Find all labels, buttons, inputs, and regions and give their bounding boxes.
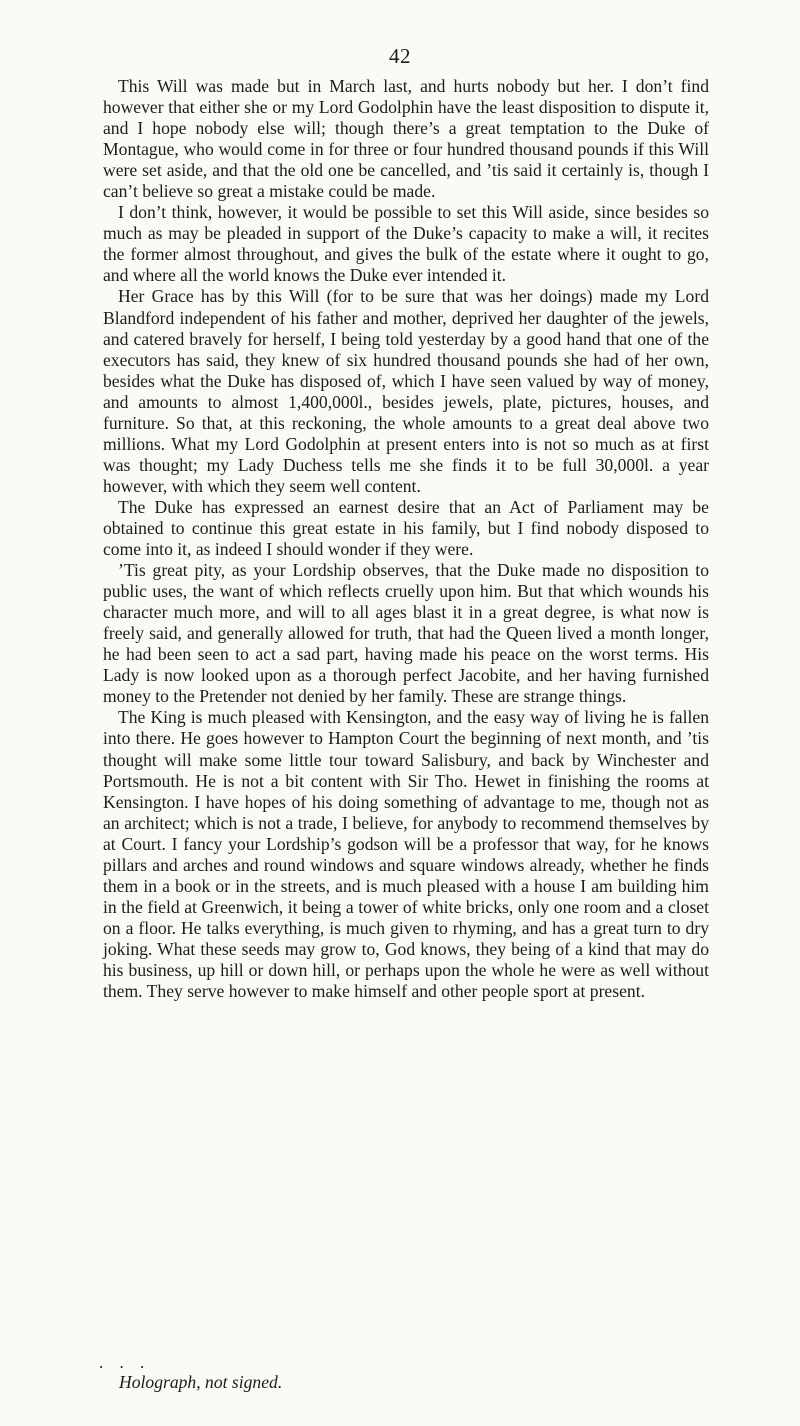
paragraph: ’Tis great pity, as your Lordship observes, that the Duke made no disposition to public uses, the want of which reflects cruelly upon him. But that which wounds his character much more, and will to all ages blast it in a great degree, is what now is freely said, and generally allowed for truth, that had the Queen lived a month longer, he had been seen to act a sad part, having made his peace on the worst terms. His Lady is now looked upon as a thorough perfect Jacobite, and her having furnished money to the Pretender not denied by her family. These are strange things. <box>103 560 709 707</box>
closing-note: Holograph, not signed. <box>119 1372 283 1392</box>
paragraph: This Will was made but in March last, and hurts nobody but her. I don’t find however that either she or my Lord Godolphin have the least disposition to dispute it, and I hope nobody else will; though there’s a great temptation to the Duke of Montague, who would come in for three or four hundred thousand pounds if this Will were set aside, and that the old one be cancelled, and ’tis said it certainly is, though I can’t believe so great a mistake could be made. <box>103 76 709 202</box>
paragraph: Her Grace has by this Will (for to be sure that was her doings) made my Lord Blandford independent of his father and mother, deprived her daughter of the jewels, and catered bravely for herself, I being told yesterday by a good hand that one of the executors has said, they knew of six hundred thousand pounds she had of her own, besides what the Duke has disposed of, which I have seen valued by way of money, and amounts to almost 1,400,000l., besides jewels, plate, pictures, houses, and furniture. So that, at this reckoning, the whole amounts to a great deal above two millions. What my Lord Godolphin at present enters into is not so much as at first was thought; my Lady Duchess tells me she finds it to be full 30,000l. a year however, with which they seem well content. <box>103 286 709 496</box>
letter-body <box>103 76 709 1002</box>
paragraph: The King is much pleased with Kensington, and the easy way of living he is fallen into there. He goes however to Hampton Court the beginning of next month, and ’tis thought will make some little tour toward Salisbury, and back by Winchester and Portsmouth. He is not a bit content with Sir Tho. Hewet in finishing the rooms at Kensington. I have hopes of his doing something of advantage to me, though not as an architect; which is not a trade, I believe, for anybody to recommend themselves by at Court. I fancy your Lordship’s godson will be a professor that way, for he knows pillars and arches and round windows and square windows already, whether he finds them in a book or in the streets, and is much pleased with a house I am building him in the field at Greenwich, it being a tower of white bricks, only one room and a closet on a floor. He talks everything, is much given to rhyming, and has a great turn to dry joking. What these seeds may grow to, God knows, they being of a kind that may do his business, up hill or down hill, or perhaps upon the whole he were as well without them. They serve however to make himself and other people sport at present. <box>103 707 709 1002</box>
page-number: 42 <box>389 44 411 68</box>
paragraph: The Duke has expressed an earnest desire that an Act of Parliament may be obtained to continue this great estate in his family, but I find nobody disposed to come into it, as indeed I should wonder if they were. <box>103 496 709 560</box>
omission-ellipsis: . . . <box>99 1353 151 1372</box>
paragraph: I don’t think, however, it would be possible to set this Will aside, since besides so much as may be pleaded in support of the Duke’s capacity to make a will, it recites the former almost throughout, and gives the bulk of the estate where it ought to go, and where all the world knows the Duke ever intended it. <box>103 202 709 286</box>
